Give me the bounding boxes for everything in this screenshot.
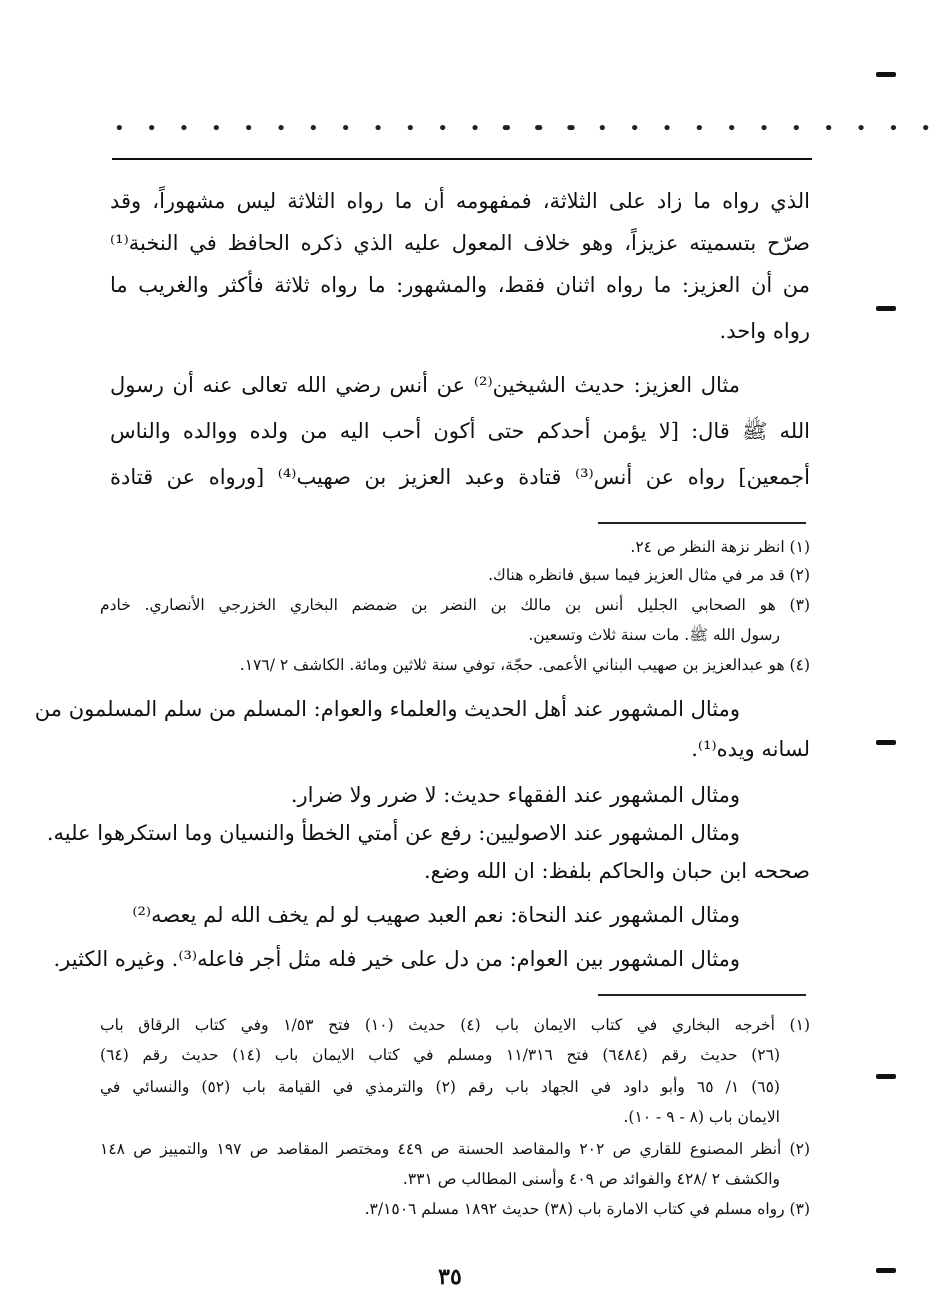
scan-edge-mark: [876, 306, 896, 311]
main-text-line: صححه ابن حبان والحاكم بلفظ: ان الله وضع.: [424, 859, 810, 883]
main-text-line: صرّح بتسميته عزيزاً، وهو خلاف المعول عليه الذي ذكره الحافظ في النخبة⁽¹⁾: [110, 231, 810, 255]
main-text-line: ومثال المشهور عند الاصوليين: رفع عن أمتي الخطأ والنسيان وما استكرهوا عليه.: [46, 821, 740, 845]
scan-edge-mark: [876, 1074, 896, 1079]
footnote-line: (٣) رواه مسلم في كتاب الامارة باب (٣٨) حديث ١٨٩٢ مسلم ٣/١٥٠٦.: [364, 1200, 810, 1218]
main-text-line: ومثال المشهور بين العوام: من دل على خير فله مثل أجر فاعله⁽³⁾. وغيره الكثير.: [53, 947, 740, 971]
main-text-line: ومثال المشهور عند الفقهاء حديث: لا ضرر ولا ضرار.: [290, 783, 740, 807]
main-text-line: من أن العزيز: ما رواه اثنان فقط، والمشهور: ما رواه ثلاثة فأكثر والغريب ما: [110, 273, 810, 297]
footnote-line: (٢) قد مر في مثال العزيز فيما سبق فانظره هناك.: [488, 566, 810, 584]
footnote-line: (١) أخرجه البخاري في كتاب الايمان باب (٤) حديث (١٠) فتح ١/٥٣ وفي كتاب الرقاق باب: [100, 1016, 810, 1034]
header-dots-right: • • • • • • • • • • • • • •: [500, 118, 939, 139]
footnote-line: (٤) هو عبدالعزيز بن صهيب البناني الأعمى. حجّة، توفي سنة ثلاثين ومائة. الكاشف ٢ /١٧٦.: [239, 656, 810, 674]
footnote-line: (٣) هو الصحابي الجليل أنس بن مالك بن النضر بن ضمضم البخاري الخزرجي الأنصاري. خادم: [100, 596, 810, 614]
footnote-line: رسول الله ﷺ. مات سنة ثلاث وتسعين.: [528, 626, 780, 644]
main-text-line: ومثال المشهور عند النحاة: نعم العبد صهيب لو لم يخف الله لم يعصه⁽²⁾: [132, 903, 740, 927]
scan-edge-mark: [876, 72, 896, 77]
footnote-separator: [598, 994, 806, 996]
footnote-line: والكشف ٢ /٤٢٨ والفوائد ص ٤٠٩ وأسنى المطالب ص ٣٣١.: [402, 1170, 780, 1188]
footnote-line: الايمان باب (٨ - ٩ - ١٠).: [623, 1108, 780, 1126]
header-dots-left: • • • • • • • • • • • • • • •: [114, 118, 586, 139]
scan-edge-mark: [876, 1268, 896, 1273]
footnote-line: (٦٥) ١/ ٦٥ وأبو داود في الجهاد باب رقم (٢) والترمذي في القيامة باب (٥٢) والنسائي في: [100, 1078, 780, 1096]
main-text-line: الله ﷺ قال: [لا يؤمن أحدكم حتى أكون أحب اليه من ولده ووالده والناس: [110, 419, 810, 443]
scan-edge-mark: [876, 740, 896, 745]
footnote-separator: [598, 522, 806, 524]
main-text-line: لسانه ويده⁽¹⁾.: [691, 737, 810, 761]
main-text-line: أجمعين] رواه عن أنس⁽³⁾ قتادة وعبد العزيز بن صهيب⁽⁴⁾ [ورواه عن قتادة: [110, 465, 810, 489]
footnote-line: (٢) أنظر المصنوع للقاري ص ٢٠٢ والمقاصد الحسنة ص ٤٤٩ ومختصر المقاصد ص ١٩٧ والتمييز ص ١٤٨: [100, 1140, 810, 1158]
main-text-line: رواه واحد.: [719, 319, 810, 343]
main-text-line: مثال العزيز: حديث الشيخين⁽²⁾ عن أنس رضي الله تعالى عنه أن رسول: [110, 373, 740, 397]
header-rule: [112, 158, 812, 160]
main-text-line: ومثال المشهور عند أهل الحديث والعلماء والعوام: المسلم من سلم المسلمون من: [34, 697, 740, 721]
footnote-line: (١) انظر نزهة النظر ص ٢٤.: [630, 538, 810, 556]
main-text-line: الذي رواه ما زاد على الثلاثة، فمفهومه أن ما رواه الثلاثة ليس مشهوراً، وقد: [110, 189, 810, 213]
page-number: ٣٥: [438, 1264, 462, 1290]
footnote-line: (٢٦) حديث رقم (٦٤٨٤) فتح ١١/٣١٦ ومسلم في كتاب الايمان باب (١٤) حديث رقم (٦٤): [100, 1046, 780, 1064]
